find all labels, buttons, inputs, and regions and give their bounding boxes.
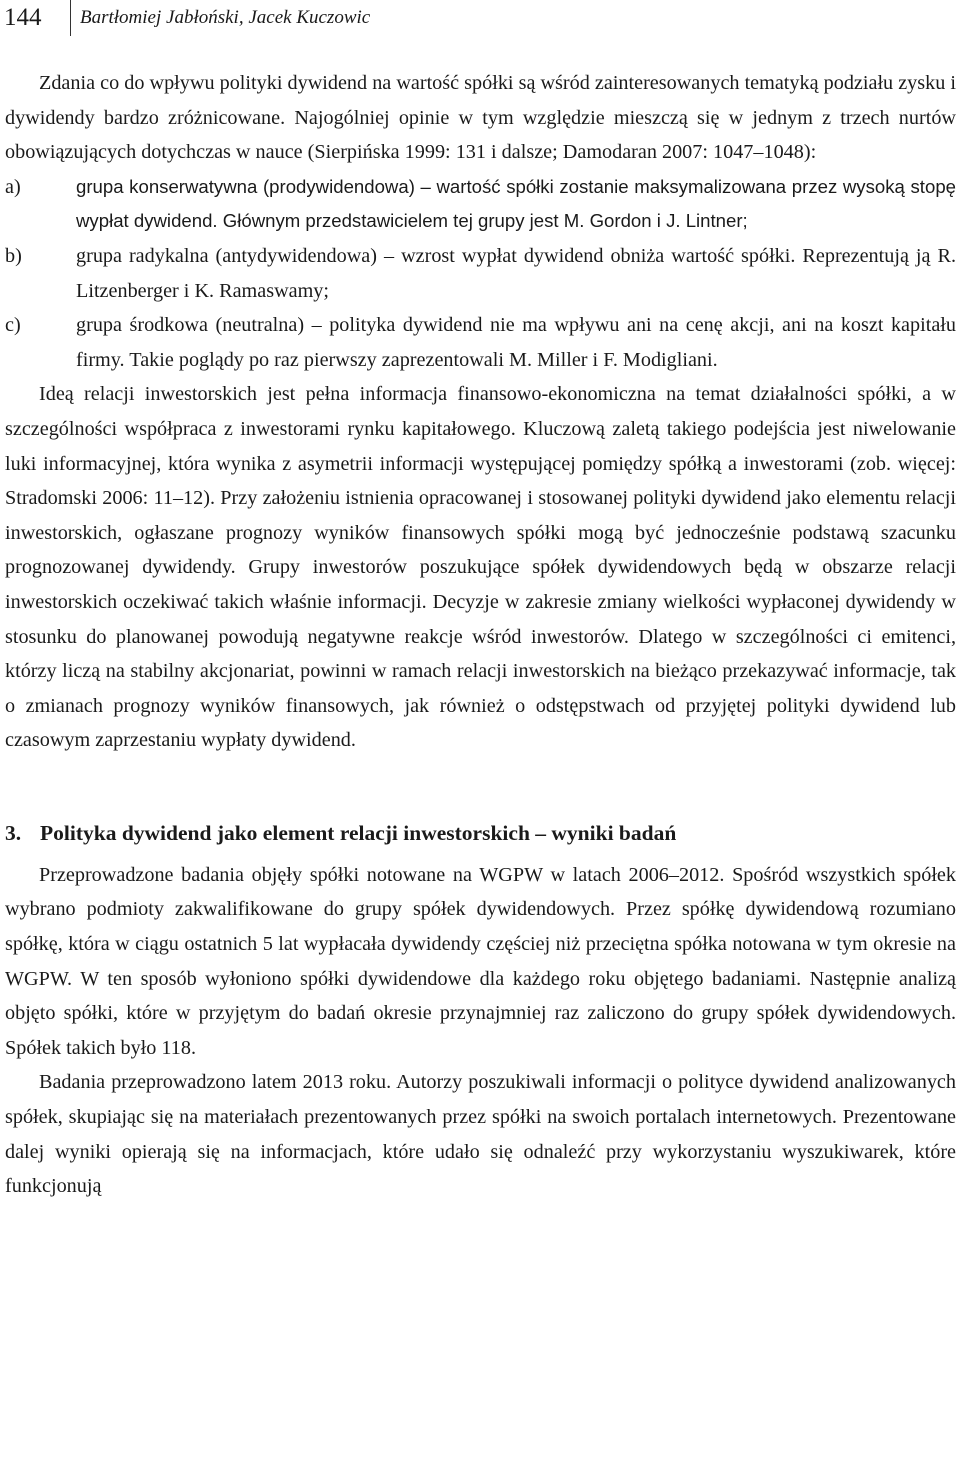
page-number: 144 [4,4,42,31]
list-item-text: grupa konserwatywna (prodywidendowa) – wartość spółki zostanie maksymalizowana przez wysoką stopę wypłat dywidend. Głównym przedstawicielem tej grupy jest M. Gordon i J. Lintner; [76,175,956,232]
list-marker: b) [5,244,22,267]
intro-paragraph: Zdania co do wpływu polityki dywidend na wartość spółki są wśród zainteresowanych tematyką podziału zysku i dywidendy bardzo zróżnicowane. Najogólniej opinie w tym względzie mieszczą się w jednym z trzech nurtów obowiązujących dotychczas w nauce (Sierpińska 1999: 131 i dalsze; Damodaran 2007: 1047–1048): [5,72,956,164]
list-item-text: grupa środkowa (neutralna) – polityka dywidend nie ma wpływu ani na cenę akcji, ani na koszt kapitału firmy. Takie poglądy po raz pierwszy zaprezentowali M. Miller i F. Modigliani. [76,314,956,371]
investor-relations-paragraph: Ideą relacji inwestorskich jest pełna informacja finansowo-ekonomiczna na temat działalności spółki, a w szczególności współpraca z inwestorami rynku kapitałowego. Kluczową zaletą takiego podejścia jest niwelowanie luki informacyjnej, która wynika z asymetrii informacji występującej pomiędzy spółką a inwestorami (zob. więcej: Stradomski 2006: 11–12). Przy założeniu istnienia opracowanej i stosowanej polityki dywidend jako elementu relacji inwestorskich, ogłaszane prognozy wyników finansowych spółki mogą być jednocześnie podstawą szacunku prognozowanej dywidendy. Grupy inwestorów poszukujące spółek dywidendowych będą w obszarze relacji inwestorskich oczekiwać takich właśnie informacji. Decyzje w zakresie zmiany wielkości wypłaconej dywidendy w stosunku do planowanej powodują negatywne reakcje wśród inwestorów. Dlatego w szczególności ci emitenci, którzy liczą na stabilny akcjonariat, powinni w ramach relacji inwestorskich na bieżąco przekazywać informacje, tak o zmianach prognozy wyników finansowych, jak również o odstępstwach od przyjętej polityki dywidend lub czasowym zaprzestaniu wypłaty dywidend. [5,383,956,752]
list-marker: a) [5,175,21,198]
research-method-paragraph: Badania przeprowadzono latem 2013 roku. Autorzy poszukiwali informacji o polityce dywidend analizowanych spółek, skupiając się na materiałach prezentowanych przez spółki na swoich portalach internetowych. Prezentowane dalej wyniki opierają się na informacjach, które udało się odnaleźć przy wykorzystaniu wyszukiwarek, które funkcjonują [5,1071,956,1198]
page-header [0,0,960,40]
research-paragraph: Przeprowadzone badania objęły spółki notowane na WGPW w latach 2006–2012. Spośród wszystkich spółek wybrano podmioty zakwalifikowane do grupy spółek dywidendowych. Przez spółkę dywidendową rozumiano spółkę, która w ciągu ostatnich 5 lat wypłacała dywidendy częściej niż przeciętna spółka notowana w tym okresie na WGPW. W ten sposób wyłoniono spółki dywidendowe dla każdego roku objętego badaniami. Następnie analizą objęto spółki, które w przyjętym do badań okresie przynajmniej raz zaliczono do grupy spółek dywidendowych. Spółek takich było 118. [5,863,956,1059]
list-marker: c) [5,314,21,337]
list-item [5,170,956,239]
section-number: 3. [5,820,22,845]
running-head-authors: Bartłomiej Jabłoński, Jacek Kuczowic [80,7,371,28]
section-title: Polityka dywidend jako element relacji inwestorskich – wyniki badań [40,820,677,845]
list-item-text: grupa radykalna (antydywidendowa) – wzrost wypłat dywidend obniża wartość spółki. Reprezentują ją R. Litzenberger i K. Ramaswamy; [76,244,956,302]
page-body [5,66,956,1204]
list-item [5,308,956,377]
list-item [5,239,956,308]
opinion-list [5,170,956,378]
section-heading [5,816,956,850]
header-divider [70,0,71,36]
